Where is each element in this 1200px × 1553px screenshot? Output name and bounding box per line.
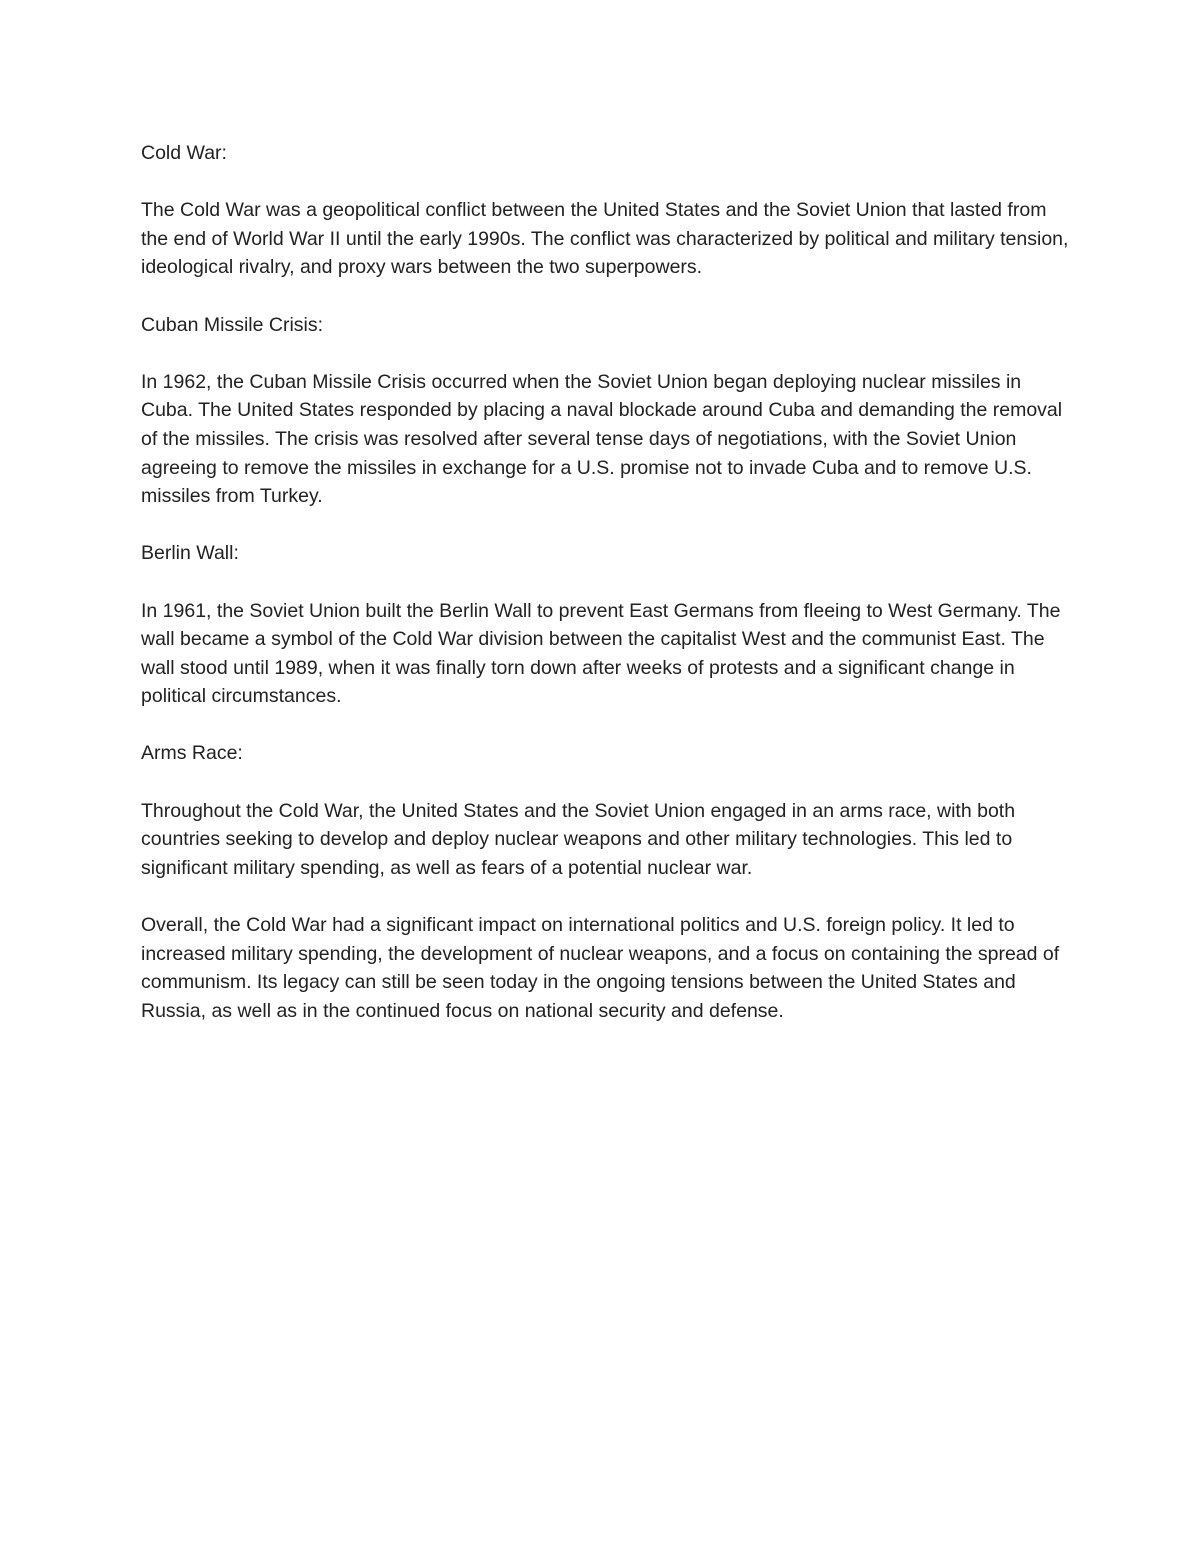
section-heading-cold-war: Cold War: [141, 142, 227, 164]
section-heading-arms-race: Arms Race: [141, 742, 243, 765]
paragraph-cold-war: The Cold War was a geopolitical conflict between the United States and the Soviet Union that lasted from the end of World War II until the early 1990s. The conflict was characterized by political and military tension, ideological rivalry, and proxy wars between the two superpowers. [141, 199, 1069, 279]
paragraph-arms-race: Throughout the Cold War, the United States and the Soviet Union engaged in an arms race, with both countries seeking to develop and deploy nuclear weapons and other military technologies. This led to significant military spending, as well as fears of a potential nuclear war. [141, 799, 1016, 879]
paragraph-overall-conclusion: Overall, the Cold War had a significant impact on international politics and U.S. foreign policy. It led to increased military spending, the development of nuclear weapons, and a focus on containing the spread of communism. Its legacy can still be seen today in the ongoing tensions between the United States and Russia, as well as in the continued focus on national security and defense. [141, 914, 1060, 1022]
document-body [141, 139, 1071, 1025]
section-heading-berlin-wall: Berlin Wall: [141, 542, 239, 565]
section-heading-cuban-missile-crisis: Cuban Missile Crisis: [141, 313, 324, 336]
paragraph-cuban-missile-crisis: In 1962, the Cuban Missile Crisis occurred when the Soviet Union began deploying nuclear missiles in Cuba. The United States responded by placing a naval blockade around Cuba and demanding the removal of the missiles. The crisis was resolved after several tense days of negotiations, with the Soviet Union agreeing to remove the missiles in exchange for a U.S. promise not to invade Cuba and to remove U.S. missiles from Turkey. [141, 370, 1063, 508]
paragraph-berlin-wall: In 1961, the Soviet Union built the Berlin Wall to prevent East Germans from fleeing to West Germany. The wall became a symbol of the Cold War division between the capitalist West and the communist East. The wall stood until 1989, when it was finally torn down after weeks of protests and a significant change in political circumstances. [141, 599, 1061, 708]
